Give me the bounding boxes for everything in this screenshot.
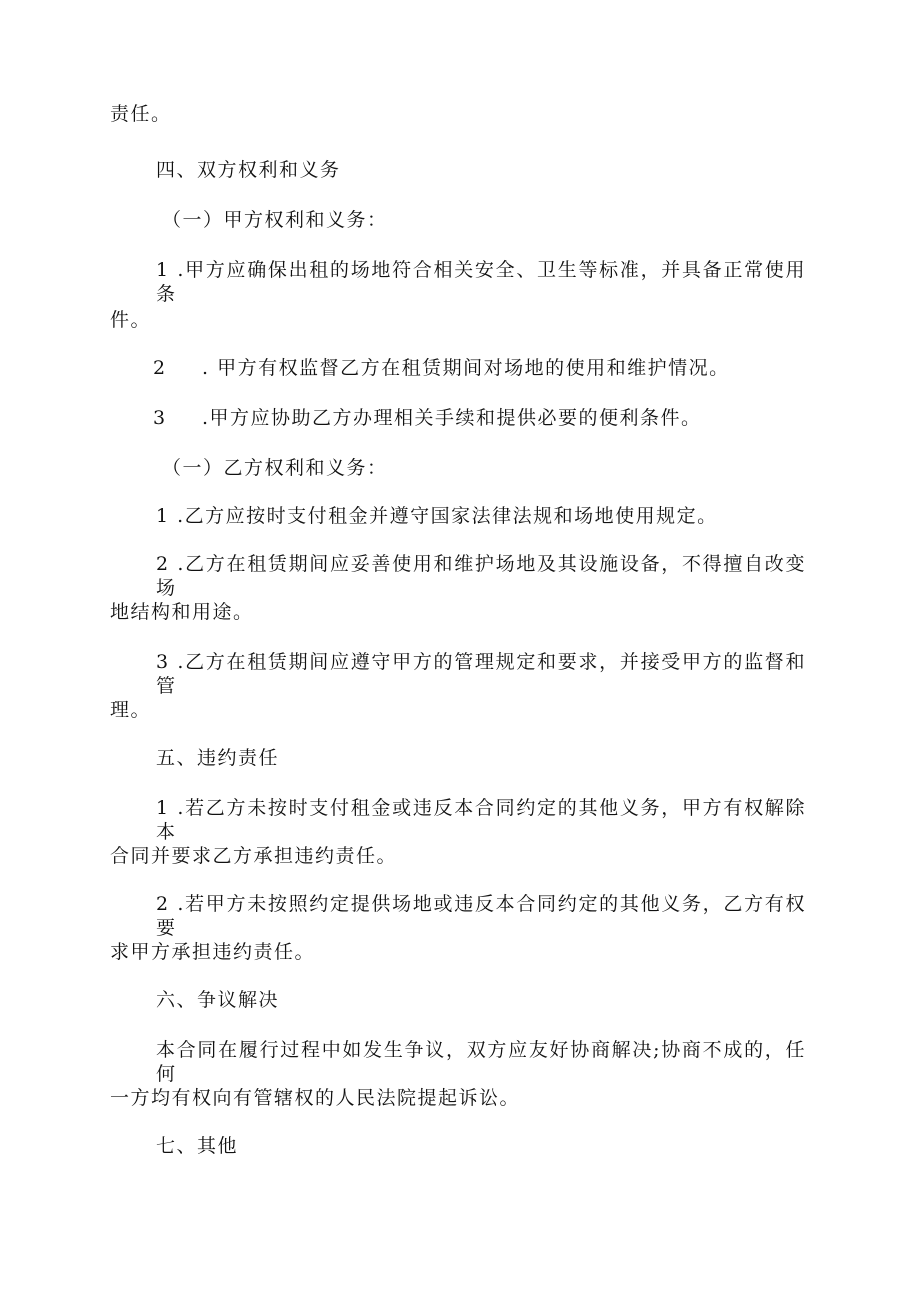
clause-b3-line2: 理。: [110, 699, 152, 721]
dispute-text-line2: 一方均有权向有管辖权的人民法院提起诉讼。: [110, 1087, 521, 1109]
clause-breach2-line1: 2 .若甲方未按照约定提供场地或违反本合同约定的其他义务，乙方有权要: [156, 893, 806, 939]
clause-b2-line1: 2 .乙方在租赁期间应妥善使用和维护场地及其设施设备，不得擅自改变场: [156, 553, 806, 599]
clause-b2-line2: 地结构和用途。: [110, 601, 254, 623]
section-heading-dispute: 六、争议解决: [156, 989, 280, 1011]
clause-a3-number: 3: [153, 407, 166, 429]
subsection-heading-party-b: （一）乙方权利和义务：: [162, 457, 388, 479]
clause-breach1-line1: 1 .若乙方未按时支付租金或违反本合同约定的其他义务，甲方有权解除本: [156, 797, 806, 843]
clause-a2-text: . 甲方有权监督乙方在租赁期间对场地的使用和维护情况。: [202, 357, 730, 379]
section-heading-rights-obligations: 四、双方权利和义务: [156, 159, 341, 181]
clause-a1-line1: 1 .甲方应确保出租的场地符合相关安全、卫生等标准，并具备正常使用条: [156, 259, 806, 305]
subsection-heading-party-a: （一）甲方权利和义务：: [162, 209, 388, 231]
clause-b1: 1 .乙方应按时支付租金并遵守国家法律法规和场地使用规定。: [156, 505, 718, 527]
paragraph-continuation: 责任。: [110, 103, 172, 125]
section-heading-other: 七、其他: [156, 1135, 239, 1157]
clause-b3-line1: 3 .乙方在租赁期间应遵守甲方的管理规定和要求，并接受甲方的监督和管: [156, 651, 806, 697]
section-heading-breach: 五、违约责任: [156, 747, 280, 769]
dispute-text-line1: 本合同在履行过程中如发生争议，双方应友好协商解决;协商不成的，任何: [156, 1039, 806, 1085]
clause-breach2-line2: 求甲方承担违约责任。: [110, 941, 316, 963]
clause-a3-text: .甲方应协助乙方办理相关手续和提供必要的便利条件。: [202, 407, 702, 429]
clause-a1-line2: 件。: [110, 309, 152, 331]
clause-breach1-line2: 合同并要求乙方承担违约责任。: [110, 845, 398, 867]
clause-a2-number: 2: [153, 357, 166, 379]
